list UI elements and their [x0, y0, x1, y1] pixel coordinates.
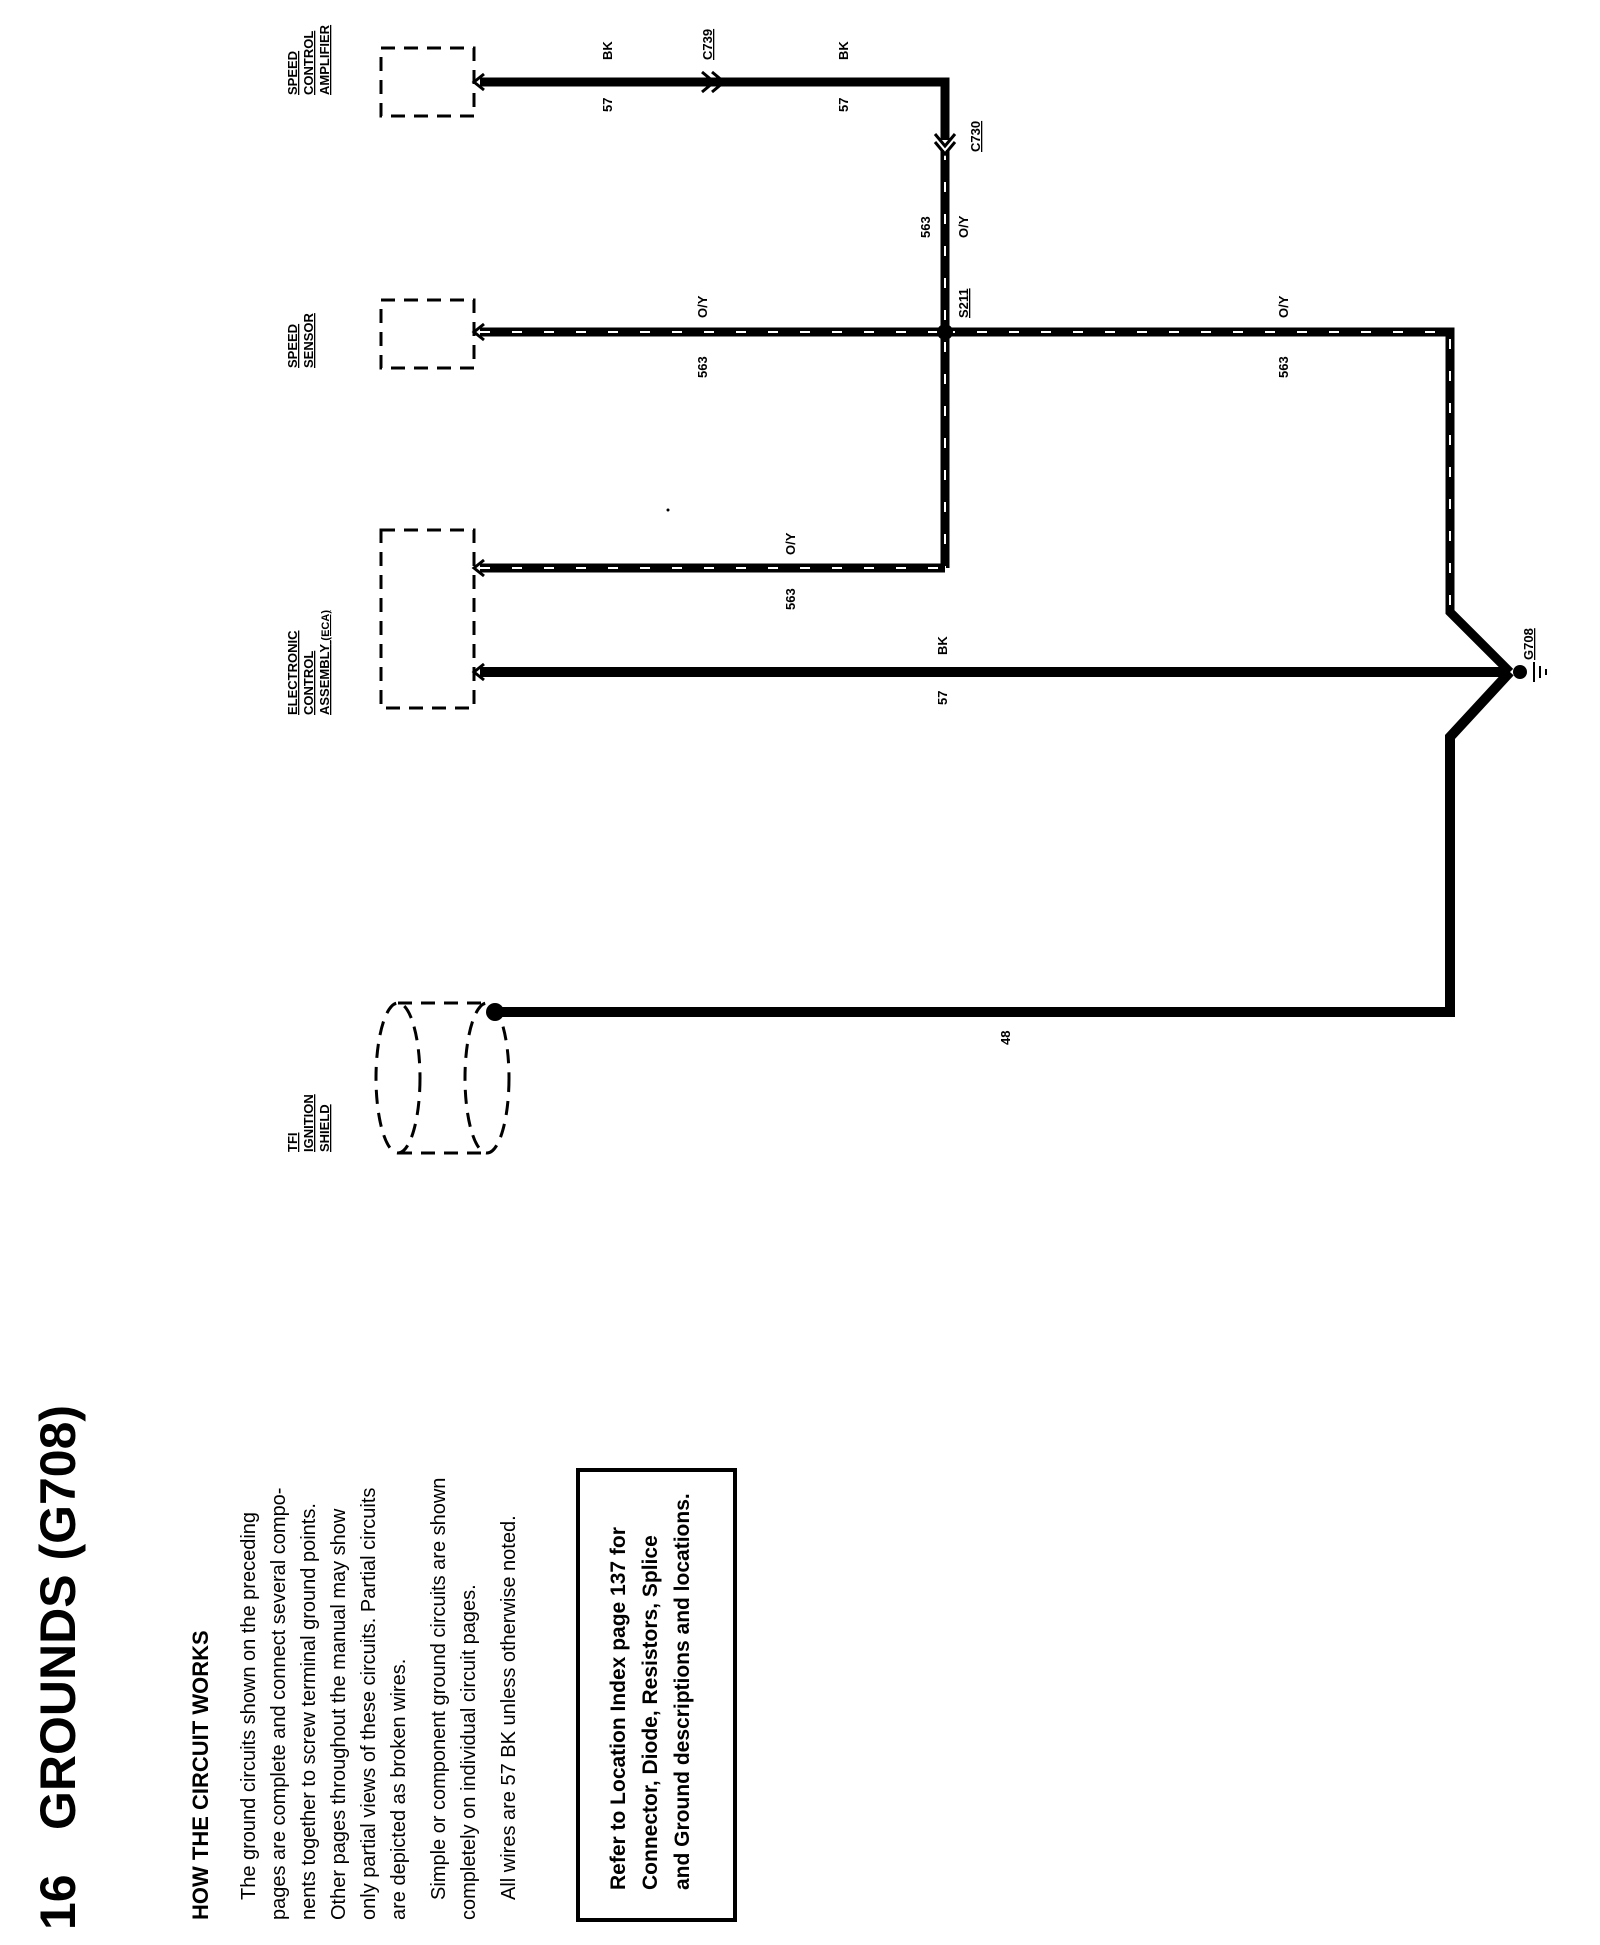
body-line: Other pages throughout the manual may show: [328, 1508, 350, 1920]
eca-label: [285, 610, 332, 715]
tfi-label: [285, 1094, 332, 1152]
svg-text:AMPLIFIER: AMPLIFIER: [317, 24, 332, 95]
connector-c730: C730: [968, 120, 983, 152]
body-line: pages are complete and connect several compo-: [268, 1487, 290, 1920]
wire-color-label: O/Y: [1276, 295, 1291, 318]
svg-text:ELECTRONIC: ELECTRONIC: [285, 630, 300, 715]
speed-control-amplifier-box: [381, 48, 474, 116]
splice-s211-dot: [937, 324, 953, 340]
body-line: only partial views of these circuits. Partial circuits: [358, 1487, 380, 1920]
svg-text:ASSEMBLY (ECA): ASSEMBLY (ECA): [317, 610, 332, 715]
note-line: Refer to Location Index page 137 for: [607, 1527, 630, 1890]
wire-circuit-label: 57: [600, 97, 615, 112]
body-line: nents together to screw terminal ground points.: [298, 1503, 320, 1920]
wire-circuit-label: 48: [998, 1030, 1013, 1045]
note-line: Connector, Diode, Resistors, Splice: [639, 1535, 662, 1890]
page-title: GROUNDS (G708): [30, 1404, 86, 1830]
wire-circuit-label: 57: [836, 97, 851, 112]
pin-terminals: [474, 74, 484, 680]
connector-c739: C739: [700, 28, 715, 60]
tfi-ignition-shield: [376, 1003, 509, 1153]
splice-s211: S211: [956, 288, 971, 318]
body-line: All wires are 57 BK unless otherwise noted.: [498, 1515, 520, 1900]
svg-text:SHIELD: SHIELD: [317, 1104, 332, 1152]
svg-text:SPEED: SPEED: [285, 50, 300, 95]
wire-48-tfi: [495, 672, 1510, 1012]
body-line: completely on individual circuit pages.: [458, 1584, 480, 1920]
svg-text:IGNITION: IGNITION: [301, 1094, 316, 1152]
speed-sensor-label: [285, 312, 316, 368]
wire-circuit-label: 563: [918, 216, 933, 238]
speck: [667, 509, 670, 512]
wire-circuit-label: 563: [695, 356, 710, 378]
eca-box: [381, 530, 474, 708]
wire-color-label: BK: [935, 636, 950, 655]
svg-text:SPEED: SPEED: [285, 323, 300, 368]
svg-text:CONTROL: CONTROL: [301, 30, 316, 95]
wire-color-label: BK: [600, 41, 615, 60]
ground-g708: G708: [1521, 628, 1536, 660]
tfi-terminal-dot: [486, 1003, 504, 1021]
wire-color-label: O/Y: [695, 295, 710, 318]
svg-text:CONTROL: CONTROL: [301, 650, 316, 715]
speed-control-amplifier-label: [285, 24, 332, 95]
svg-text:TFI: TFI: [285, 1132, 300, 1152]
section-heading: HOW THE CIRCUIT WORKS: [188, 1630, 213, 1920]
speed-sensor-box: [381, 300, 474, 368]
svg-text:SENSOR: SENSOR: [301, 313, 316, 368]
ground-g708-icon: [1513, 662, 1546, 682]
page-number: 16: [30, 1874, 86, 1930]
wire-circuit-label: 563: [1276, 356, 1291, 378]
wire-circuit-label: 563: [783, 588, 798, 610]
wire-circuit-label: 57: [935, 690, 950, 705]
body-line: are depicted as broken wires.: [388, 1658, 410, 1920]
body-line: Simple or component ground circuits are shown: [428, 1477, 450, 1900]
wire-color-label: O/Y: [956, 215, 971, 238]
wire-563-oy-ground: [945, 332, 1510, 672]
wire-color-label: O/Y: [783, 532, 798, 555]
body-line: The ground circuits shown on the preceding: [238, 1511, 260, 1900]
note-line: and Ground descriptions and locations.: [671, 1493, 694, 1890]
wire-color-label: BK: [836, 41, 851, 60]
